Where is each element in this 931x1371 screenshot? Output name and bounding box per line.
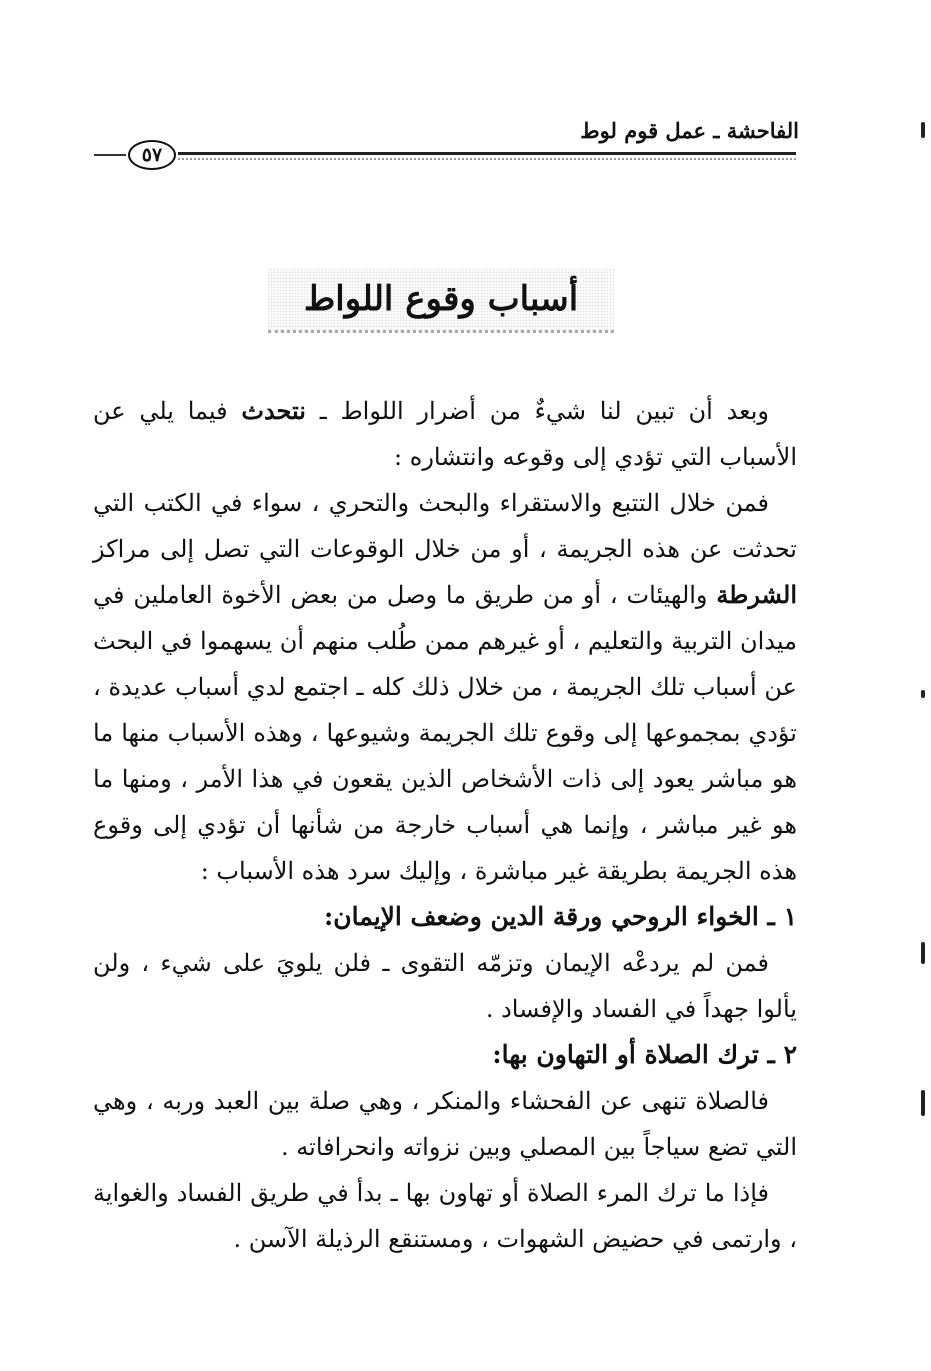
paragraph-method-bold: الشرطة (716, 580, 797, 609)
scan-edge-mark (921, 690, 925, 698)
paragraph-method-a: فمن خلال التتبع والاستقراء والبحث والتحري ، سواء في الكتب التي تحدثت عن هذه الجريمة ، أو من خلال الوقوعات التي تصل إلى مراكز (93, 489, 797, 563)
paragraph-faith: فمن لم يردعْه الإيمان وتزمّه التقوى ـ فلن يلويَ على شيء ، ولن يألوا جهداً في الفساد والإفساد . (93, 949, 797, 1023)
paragraph-prayer-neglect: فإذا ما ترك المرء الصلاة أو تهاون بها ـ بدأ في طريق الفساد والغواية ، وارتمى في حضيض الشهوات ، ومستنقع الرذيلة الآسن . (93, 1179, 797, 1253)
section-heading-1: ١ ـ الخواء الروحي ورقة الدين وضعف الإيمان: (324, 902, 797, 931)
section-heading-2: ٢ ـ ترك الصلاة أو التهاون بها: (492, 1040, 797, 1069)
running-header: الفاحشة ـ عمل قوم لوط (580, 118, 799, 143)
page-number-rule (94, 154, 126, 156)
paragraph-prayer: فالصلاة تنهى عن الفحشاء والمنكر ، وهي صلة بين العبد وربه ، وهي التي تضع سياجاً بين المصلي وبين نزواته وانحرافاته . (93, 1087, 797, 1161)
page-number (128, 140, 176, 170)
paragraph-method-b: والهيئات ، أو من طريق ما وصل من بعض الأخوة العاملين في ميدان التربية والتعليم ، أو غيرهم ممن طُلب منهم أن يسهموا في البحث عن أسباب تلك الجريمة ، من خلال ذلك كله ـ اجتمع لدي أسباب عديدة ، تؤدي بمجموعها إلى وقوع تلك الجريمة وشيوعها ، وهذه الأسباب منها ما هو مباشر يعود إلى ذات الأشخاص الذين يقعون في هذا الأمر ، ومنها ما هو غير مباشر ، وإنما هي أسباب خارجة من شأنها أن تؤدي إلى وقوع هذه الجريمة بطريقة غير مباشرة ، وإليك سرد هذه الأسباب : (93, 581, 797, 885)
header-rule (178, 152, 796, 155)
scan-edge-mark (921, 942, 925, 964)
body-text (93, 388, 797, 1262)
chapter-title: أسباب وقوع اللواط (303, 279, 579, 319)
page-number-text: ٥٧ (141, 144, 163, 166)
paragraph-intro-bold: نتحدث (241, 396, 306, 425)
scan-edge-mark (921, 1090, 925, 1116)
scan-edge-mark (921, 122, 925, 138)
chapter-title-box (268, 268, 614, 333)
header-rule-dotted (178, 158, 796, 160)
paragraph-intro-a: وبعد أن تبين لنا شيءٌ من أضرار اللواط ـ (305, 397, 769, 425)
paragraph-intro (93, 388, 797, 480)
paragraph-intro-b: فيما يلي عن الأسباب التي تؤدي إلى وقوعه وانتشاره : (93, 397, 797, 471)
paragraph-method (93, 480, 797, 894)
